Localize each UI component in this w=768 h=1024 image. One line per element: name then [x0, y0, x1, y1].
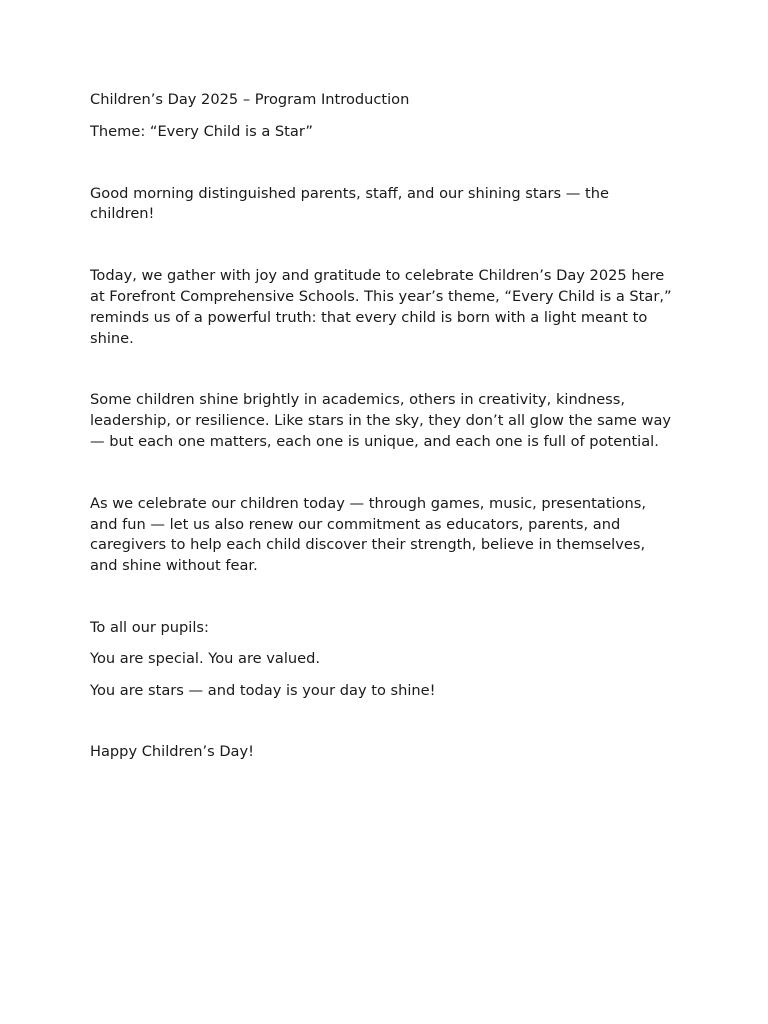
closing-line: Happy Children’s Day! — [90, 743, 254, 761]
pupils-intro: To all our pupils: — [90, 618, 209, 636]
paragraph-gathering: Today, we gather with joy and gratitude to celebrate Children’s Day 2025 here at Forefront Comprehensive Schools. This year’s theme, “Every Child is a Star,” reminds us of a powerful truth: that every child is born with a light meant to shine. — [90, 267, 672, 347]
document-body — [90, 90, 675, 763]
greeting-paragraph: Good morning distinguished parents, staff, and our shining stars — the children! — [90, 184, 609, 223]
paragraph-commitment: As we celebrate our children today — through games, music, presentations, and fun — let us also renew our commitment as educators, parents, and caregivers to help each child discover their strength, believe in themselves, and shine without fear. — [90, 494, 647, 575]
pupils-line-special: You are special. You are valued. — [90, 650, 321, 668]
pupils-line-stars: You are stars — and today is your day to shine! — [90, 681, 436, 699]
document-theme: Theme: “Every Child is a Star” — [90, 122, 313, 140]
document-title: Children’s Day 2025 – Program Introduction — [90, 91, 410, 108]
paragraph-shine: Some children shine brightly in academics, others in creativity, kindness, leadership, or resilience. Like stars in the sky, they don’t all glow the same way — but each one matters, each one is unique, and each one is full of potential. — [90, 391, 672, 450]
